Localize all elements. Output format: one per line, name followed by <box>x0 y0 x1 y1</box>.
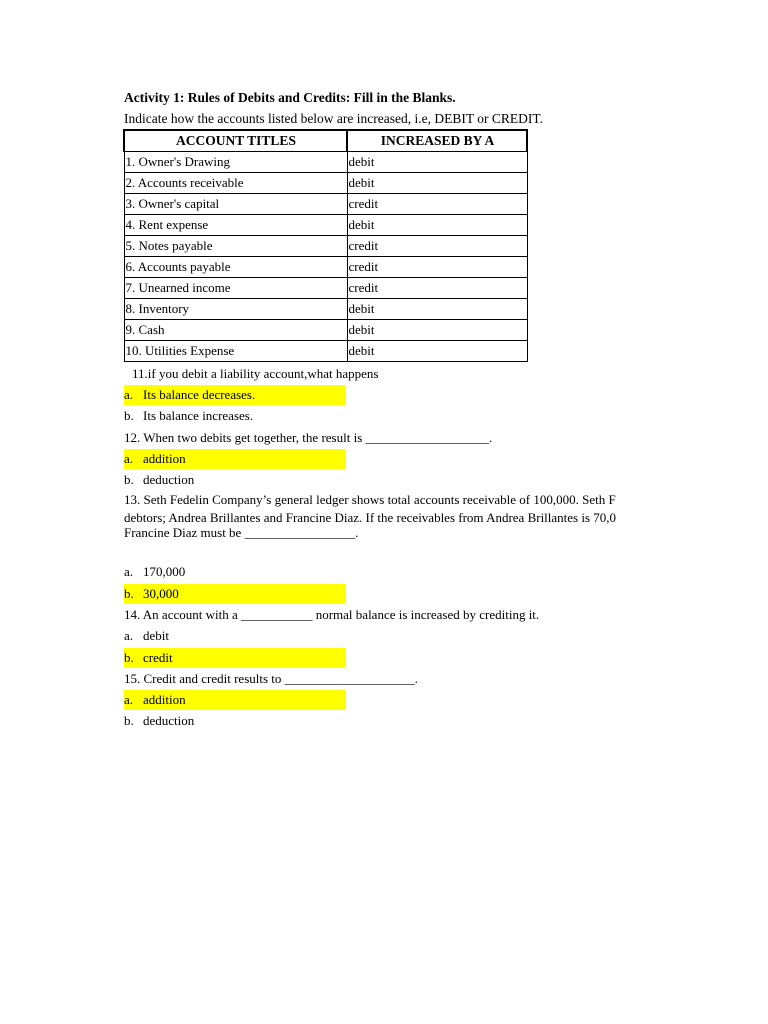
increased-by-cell: debit <box>347 215 527 236</box>
option-text: addition <box>143 692 186 707</box>
increased-by-cell: debit <box>347 341 527 362</box>
question-14-option-b <box>124 648 346 668</box>
option-letter: a. <box>124 387 134 402</box>
question-11-option-a <box>124 385 346 405</box>
option-letter: a. <box>124 564 134 579</box>
option-letter: b. <box>124 713 134 728</box>
table-row <box>124 152 527 173</box>
question-12-option-b <box>124 470 346 490</box>
option-letter: b. <box>124 408 134 423</box>
account-cell: 1. Owner's Drawing <box>124 152 347 173</box>
increased-by-cell: debit <box>347 152 527 173</box>
option-letter: b. <box>124 586 134 601</box>
question-14-text: 14. An account with a ___________ normal balance is increased by crediting it. <box>124 607 540 622</box>
header-account-titles: ACCOUNT TITLES <box>124 130 347 152</box>
question-12-text: 12. When two debits get together, the result is ___________________. <box>124 430 493 445</box>
account-cell: 5. Notes payable <box>124 236 347 257</box>
account-cell: 10. Utilities Expense <box>124 341 347 362</box>
account-cell: 8. Inventory <box>124 299 347 320</box>
option-letter: a. <box>124 628 134 643</box>
question-15-option-b <box>124 711 346 731</box>
table-row <box>124 173 527 194</box>
table-row <box>124 194 527 215</box>
increased-by-cell: credit <box>347 257 527 278</box>
increased-by-cell: debit <box>347 173 527 194</box>
option-letter: a. <box>124 451 134 466</box>
activity-title: Activity 1: Rules of Debits and Credits: Fill in the Blanks. <box>124 90 456 105</box>
option-letter: b. <box>124 650 134 665</box>
option-text: credit <box>143 650 173 665</box>
table-row <box>124 257 527 278</box>
increased-by-cell: credit <box>347 236 527 257</box>
accounts-table <box>123 129 528 362</box>
table-row <box>124 341 527 362</box>
table-row <box>124 236 527 257</box>
header-increased-by: INCREASED BY A <box>347 130 527 152</box>
increased-by-cell: credit <box>347 194 527 215</box>
increased-by-cell: debit <box>347 299 527 320</box>
option-text: debit <box>143 628 169 643</box>
account-cell: 4. Rent expense <box>124 215 347 236</box>
account-cell: 7. Unearned income <box>124 278 347 299</box>
option-text: Its balance decreases. <box>143 387 256 402</box>
table-row <box>124 278 527 299</box>
option-text: 30,000 <box>143 586 179 601</box>
question-11-option-b <box>124 406 346 426</box>
option-text: deduction <box>143 713 195 728</box>
option-text: 170,000 <box>143 564 186 579</box>
question-13-option-a <box>124 562 346 582</box>
account-cell: 9. Cash <box>124 320 347 341</box>
option-letter: b. <box>124 472 134 487</box>
question-15-text: 15. Credit and credit results to ____________________. <box>124 671 418 686</box>
question-13-line-3: Francine Diaz must be _________________. <box>124 525 359 540</box>
question-14-option-a <box>124 626 346 646</box>
account-cell: 6. Accounts payable <box>124 257 347 278</box>
question-13-line-2: debtors; Andrea Brillantes and Francine Diaz. If the receivables from Andrea Brillantes is 70,0 <box>124 510 617 525</box>
option-text: addition <box>143 451 186 466</box>
option-letter: a. <box>124 692 134 707</box>
question-15-option-a <box>124 690 346 710</box>
table-header-row <box>124 130 527 152</box>
activity-instructions: Indicate how the accounts listed below are increased, i.e, DEBIT or CREDIT. <box>124 111 543 126</box>
increased-by-cell: debit <box>347 320 527 341</box>
question-11-text: 11.if you debit a liability account,what happens <box>132 366 379 381</box>
question-13-line-1: 13. Seth Fedelin Company’s general ledger shows total accounts receivable of 100,000. Seth F <box>124 492 616 507</box>
table-row <box>124 215 527 236</box>
increased-by-cell: credit <box>347 278 527 299</box>
table-row <box>124 320 527 341</box>
table-row <box>124 299 527 320</box>
question-13-option-b <box>124 584 346 604</box>
option-text: Its balance increases. <box>143 408 254 423</box>
option-text: deduction <box>143 472 195 487</box>
question-12-option-a <box>124 449 346 469</box>
account-cell: 2. Accounts receivable <box>124 173 347 194</box>
account-cell: 3. Owner's capital <box>124 194 347 215</box>
